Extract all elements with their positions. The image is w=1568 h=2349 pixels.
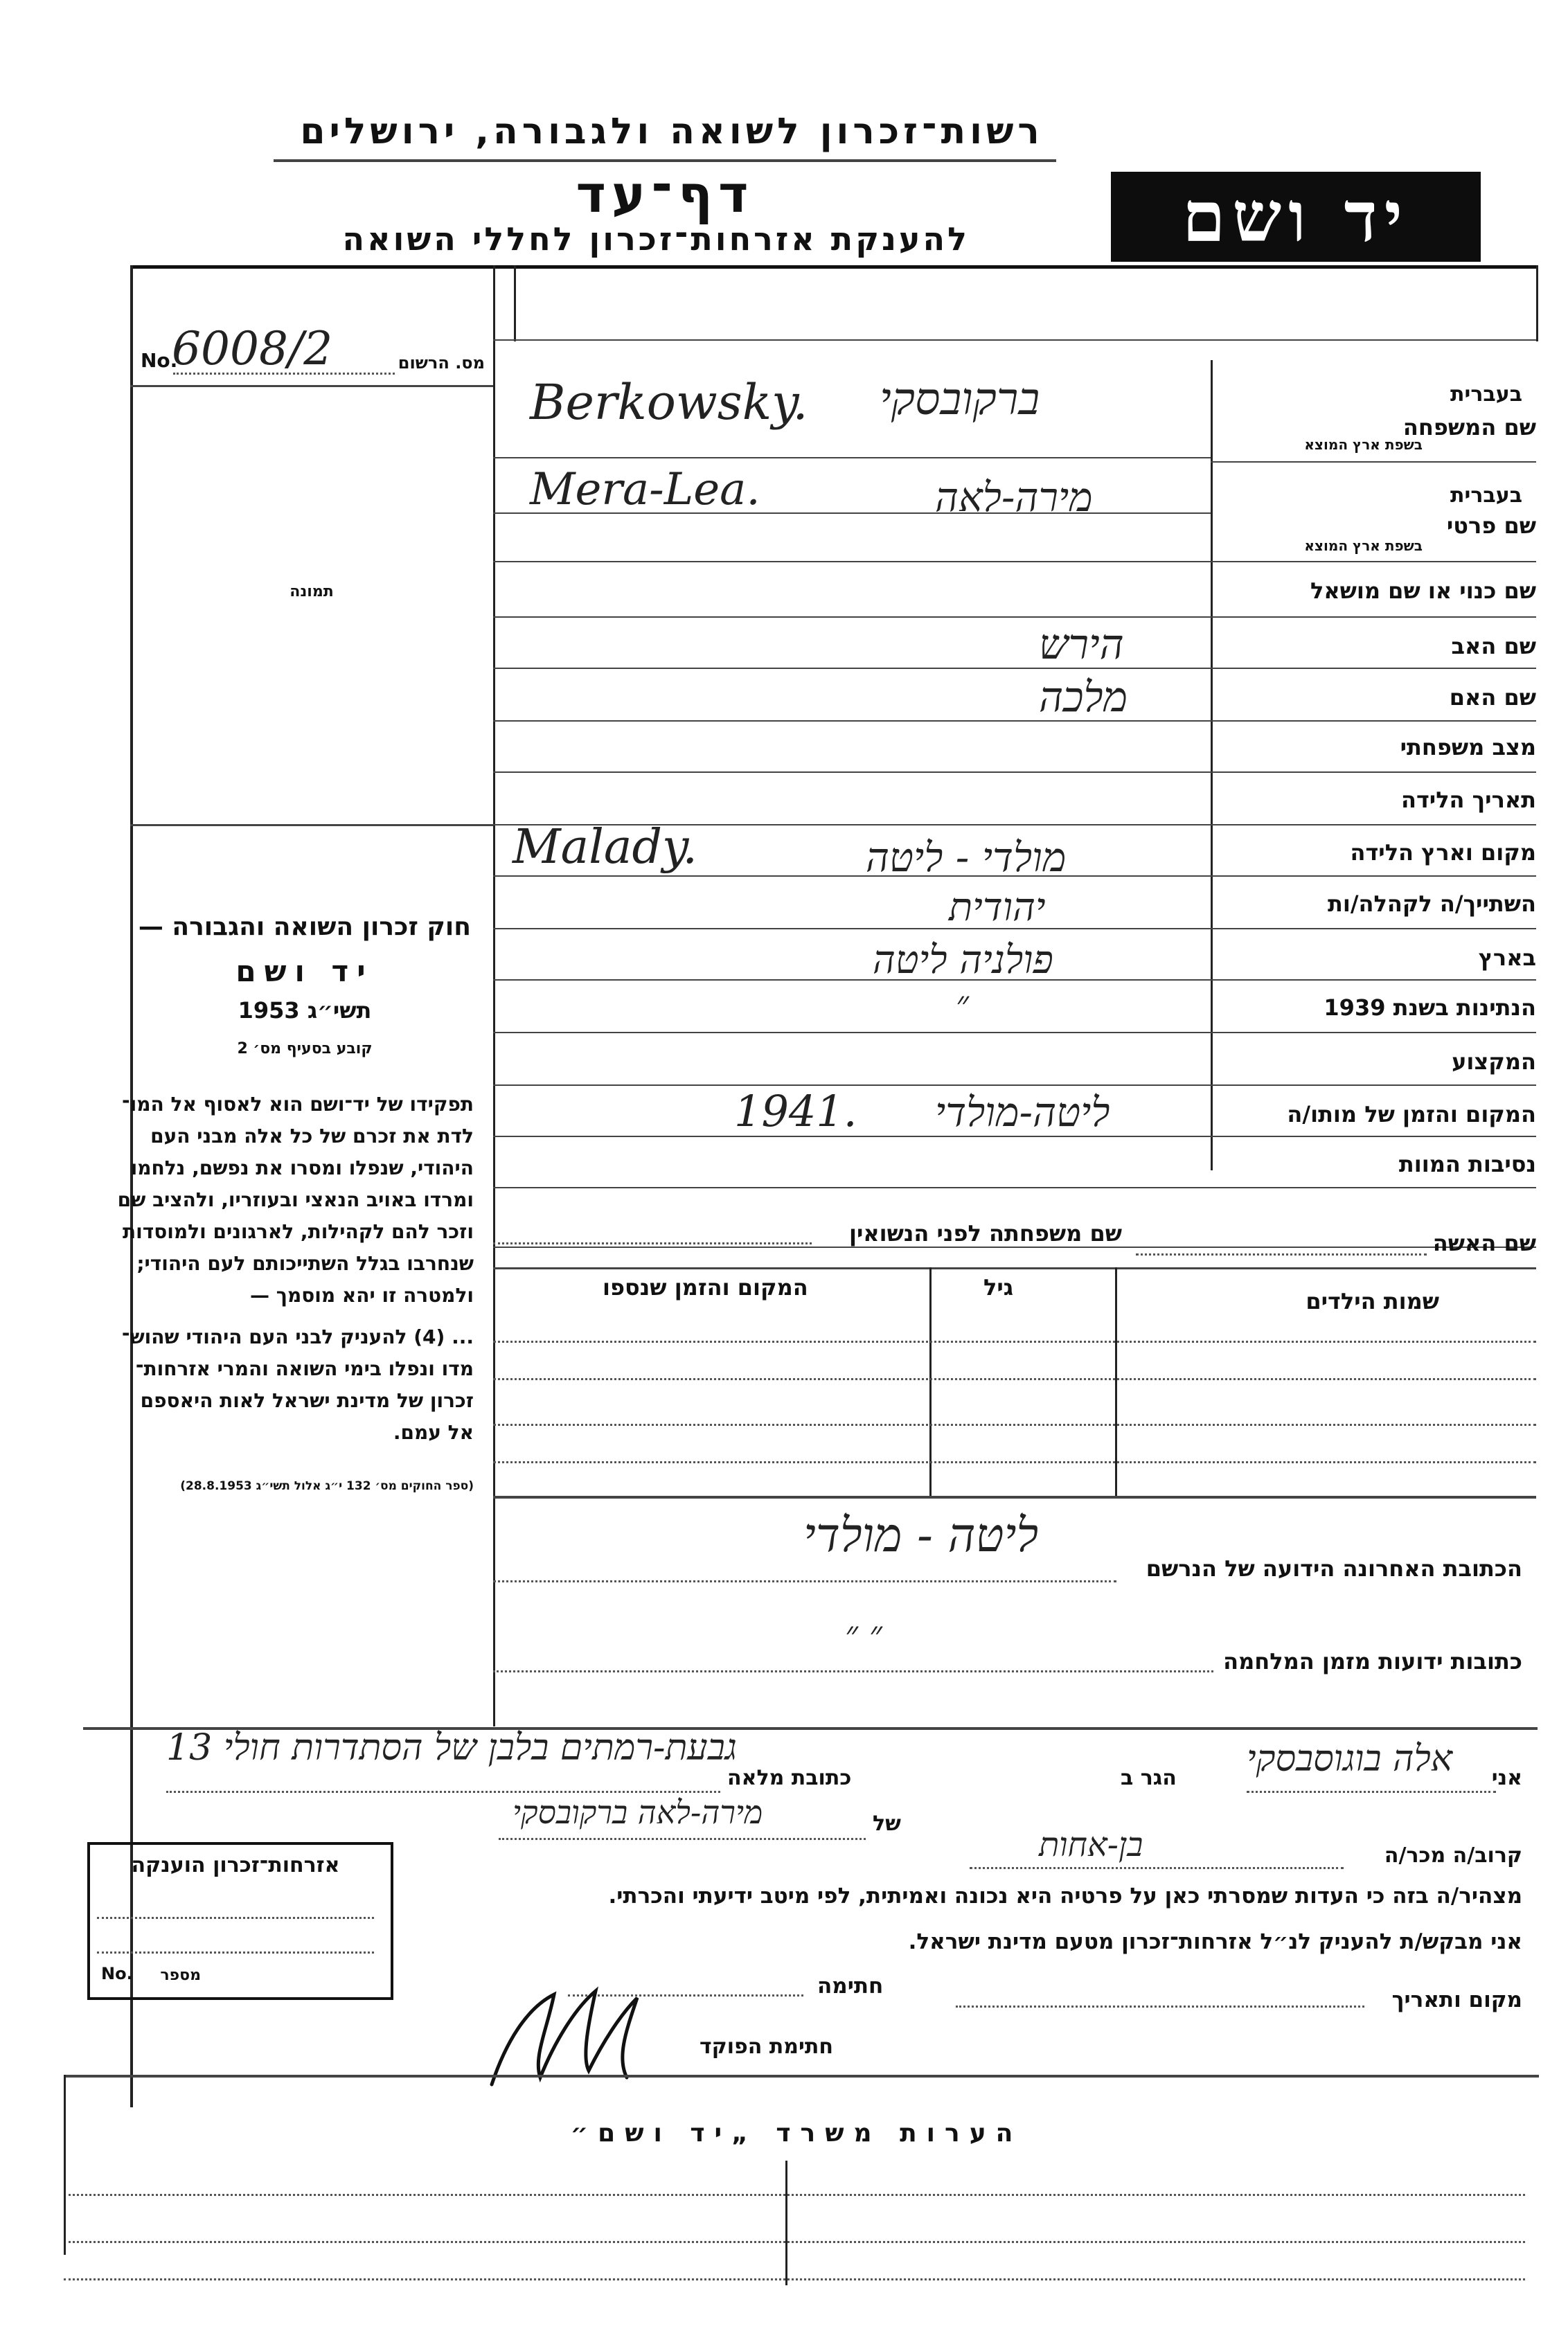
- law-clause: קובע בסעיף מס׳ 2: [237, 1040, 373, 1057]
- value-family-hebrew: ברקובסקי: [880, 374, 1040, 425]
- row-line: [1211, 461, 1536, 463]
- decl-declarant-name: אלה בוגוסבסקי: [1247, 1738, 1453, 1780]
- remarks-title: הערות משרד „יד ושם״: [570, 2119, 1023, 2147]
- form-title: דף־עד: [576, 165, 754, 224]
- maiden-dots: [493, 1242, 812, 1244]
- remarks-dots: [64, 2241, 1525, 2243]
- children-table-top: [493, 1267, 1536, 1269]
- value-last-address: ליטה - מולדי: [803, 1508, 1039, 1563]
- value-country: פולניה ליטה: [873, 938, 1053, 983]
- reg-number: 6008/2: [172, 322, 333, 375]
- row-line: [493, 1187, 1536, 1188]
- decl-dots: [1247, 1791, 1496, 1793]
- value-death-place: ליטה-מולדי: [935, 1089, 1110, 1136]
- row-line: [493, 1084, 1536, 1086]
- label-maiden: שם משפחתה לפני הנשואין: [848, 1220, 1122, 1247]
- wife-dots: [1136, 1253, 1427, 1256]
- remarks-dots: [64, 2194, 1525, 2196]
- row-line: [493, 1136, 1536, 1137]
- decl-dots: [499, 1838, 866, 1840]
- row-line: [493, 1032, 1536, 1033]
- law-footnote: (ספר החוקים מס׳ 132 י״ג אלול תשי״ג 28.8.1953): [180, 1479, 474, 1493]
- decl-statement: מצהיר/ה בזה כי העדות שמסרתי כאן על פרטיה היא נכונה ואמיתית, לפי מיטב ידיעתי והכרתי.: [608, 1884, 1522, 1909]
- decl-dots: [970, 1867, 1344, 1869]
- remarks-left-border: [64, 2075, 66, 2255]
- yad-vashem-logo: [1111, 172, 1481, 262]
- law-line: זכרון של מדינת ישראל לאות היאספם: [140, 1389, 474, 1412]
- row-line: [493, 720, 1536, 722]
- decl-resides: הגר ב: [1121, 1766, 1177, 1790]
- frame-top: [130, 265, 1536, 269]
- stamp-no-label: No.: [101, 1964, 133, 1983]
- remarks-dots: [64, 2278, 1525, 2280]
- stamp-number-label: מספר: [160, 1967, 201, 1984]
- row-line: [493, 771, 1536, 773]
- row-line: [493, 668, 1536, 669]
- law-title: חוק זכרון השואה והגבורה —: [138, 913, 471, 941]
- authority-underline: [274, 159, 1056, 162]
- law-line: תפקידו של יד־ושם הוא לאסוף אל המו־: [122, 1093, 474, 1116]
- value-birth-hebrew: מולדי - ליטה: [866, 834, 1067, 881]
- decl-signature-label: חתימה: [817, 1974, 884, 1999]
- form-subtitle: להענקת אזרחות־זכרון לחללי השואה: [342, 220, 970, 258]
- remarks-top-line: [64, 2075, 1539, 2078]
- label-family-name: שם המשפחה: [1402, 414, 1536, 440]
- row-line: [493, 457, 1211, 458]
- value-birth-latin: Malady.: [513, 820, 697, 875]
- law-line: שנחרבו בגלל השתייכותם לעם היהודי;: [136, 1252, 474, 1275]
- row-header-bottom: [493, 339, 1536, 341]
- law-line: מדו ונפלו בימי השואה והמרי אזרחות־: [135, 1357, 474, 1380]
- decl-dots: [956, 2006, 1364, 2008]
- law-line: וזכר להם לקהילות, לארגונים ולמוסדות: [123, 1220, 474, 1243]
- law-line: ומרדו באויב הנאצי ובעוזריו, ולהציב שם: [117, 1188, 474, 1211]
- decl-i: אני: [1491, 1766, 1522, 1790]
- label-local-first: בשפת ארץ המוצא: [1304, 537, 1423, 554]
- label-war-addresses: כתובות ידועות מזמן המלחמה: [1223, 1648, 1522, 1674]
- value-father: הירש: [1039, 620, 1124, 669]
- value-family-latin: Berkowsky.: [530, 374, 808, 431]
- photo-col-divider: [493, 265, 495, 1726]
- label-first-name: שם פרטי: [1446, 512, 1536, 539]
- label-death-place: המקום והזמן של מותו/ה: [1287, 1101, 1536, 1127]
- frame-right: [1536, 265, 1538, 341]
- value-citizenship: ״: [956, 983, 969, 1024]
- label-local-family: בשפת ארץ המוצא: [1304, 436, 1423, 453]
- remarks-center-divider: [785, 2161, 787, 2285]
- label-hebrew-family: בעברית: [1450, 382, 1522, 407]
- decl-relation: בן-אחות: [1039, 1825, 1143, 1864]
- label-hebrew-first: בעברית: [1450, 483, 1522, 508]
- reg-label: מס. הרשום: [398, 353, 485, 373]
- label-age: גיל: [983, 1274, 1014, 1301]
- value-mother: מלכה: [1039, 673, 1128, 722]
- decl-full-address-label: כתובת מלאה: [727, 1766, 852, 1790]
- label-community: השתייך/ה לקהלה/ות: [1327, 891, 1536, 917]
- logo-text: יד ושם: [1182, 176, 1409, 258]
- label-children: שמות הילדים: [1306, 1288, 1439, 1314]
- section-line: [493, 1247, 1536, 1248]
- label-birth-place: מקום וארץ הלידה: [1350, 839, 1536, 866]
- stamp-dots: [97, 1917, 374, 1919]
- law-line: לדת את זכרם של כל אלה מבני העם: [150, 1125, 474, 1147]
- frame-left: [130, 265, 133, 2107]
- label-country: בארץ: [1478, 945, 1536, 971]
- law-line: ... (4) להעניק לבני העם היהודי שהוש־: [121, 1325, 474, 1348]
- label-birth-date: תאריך הלידה: [1400, 787, 1536, 813]
- law-org: יד ושם: [235, 954, 374, 988]
- children-row-dots: [493, 1424, 1536, 1426]
- children-row-dots: [493, 1378, 1536, 1380]
- value-first-hebrew: מירה-לאה: [935, 474, 1093, 521]
- law-line: ולמטרה זו יהא מוסמך —: [250, 1284, 474, 1307]
- label-death-circ: נסיבות המוות: [1398, 1151, 1536, 1177]
- decl-dots: [166, 1791, 720, 1793]
- label-citizenship: הנתינות בשנת 1939: [1324, 994, 1536, 1021]
- photo-divider: [130, 824, 493, 826]
- children-row-dots: [493, 1341, 1536, 1343]
- last-address-dots: [493, 1580, 1116, 1582]
- field-col-divider: [1211, 360, 1213, 1170]
- label-father: שם האב: [1451, 633, 1536, 659]
- label-nickname: שם כנוי או שם מושאל: [1310, 578, 1536, 604]
- decl-of: של: [873, 1812, 901, 1836]
- law-year: תשי״ג 1953: [238, 997, 372, 1024]
- children-table-bottom: [493, 1496, 1536, 1499]
- value-death-year: 1941.: [734, 1086, 857, 1136]
- value-war-addresses: ״ ״: [845, 1614, 882, 1654]
- value-community: יהודית: [949, 885, 1046, 930]
- decl-address: גבעת-רמתים בלבן של הסתדרות חולי 13: [166, 1727, 737, 1769]
- decl-deceased-name: מירה-לאה ברקובסקי: [513, 1794, 763, 1831]
- decl-request: אני מבקש/ת להעניק לנ״ל אזרחות־זכרון מטעם מדינת ישראל.: [908, 1929, 1522, 1954]
- officer-signature-label: חתימת הפוקד: [700, 2035, 833, 2059]
- reg-bottom-line: [130, 385, 493, 387]
- label-profession: המקצוע: [1452, 1048, 1536, 1075]
- header-sub-divider: [514, 265, 516, 341]
- stamp-box-title: אזרחות־זכרון הוענקה: [131, 1853, 340, 1877]
- stamp-dots: [97, 1951, 374, 1954]
- row-line: [493, 616, 1536, 618]
- photo-label: תמונה: [289, 583, 334, 600]
- reg-no-label: No.: [141, 349, 178, 372]
- label-wife: שם האשה: [1432, 1230, 1536, 1256]
- authority-title: רשות־זכרון לשואה ולגבורה, ירושלים: [300, 111, 1044, 152]
- label-last-address: הכתובת האחרונה הידועה של הנרשם: [1146, 1555, 1522, 1582]
- label-place-time-died: המקום והזמן שנספו: [603, 1274, 808, 1301]
- label-marital: מצב משפחתי: [1400, 734, 1536, 760]
- children-row-dots: [493, 1461, 1536, 1463]
- decl-place-date: מקום ותאריך: [1391, 1988, 1522, 2012]
- war-address-dots: [493, 1670, 1213, 1672]
- value-first-latin: Mera-Lea.: [530, 464, 760, 515]
- label-mother: שם האם: [1449, 684, 1536, 711]
- row-line: [493, 561, 1536, 562]
- decl-relation-label: קרוב/ה מכר/ה: [1384, 1843, 1522, 1868]
- law-line: אל עמם.: [393, 1421, 474, 1444]
- law-line: היהודי, שנפלו ומסרו את נפשם, נלחמו: [130, 1156, 474, 1179]
